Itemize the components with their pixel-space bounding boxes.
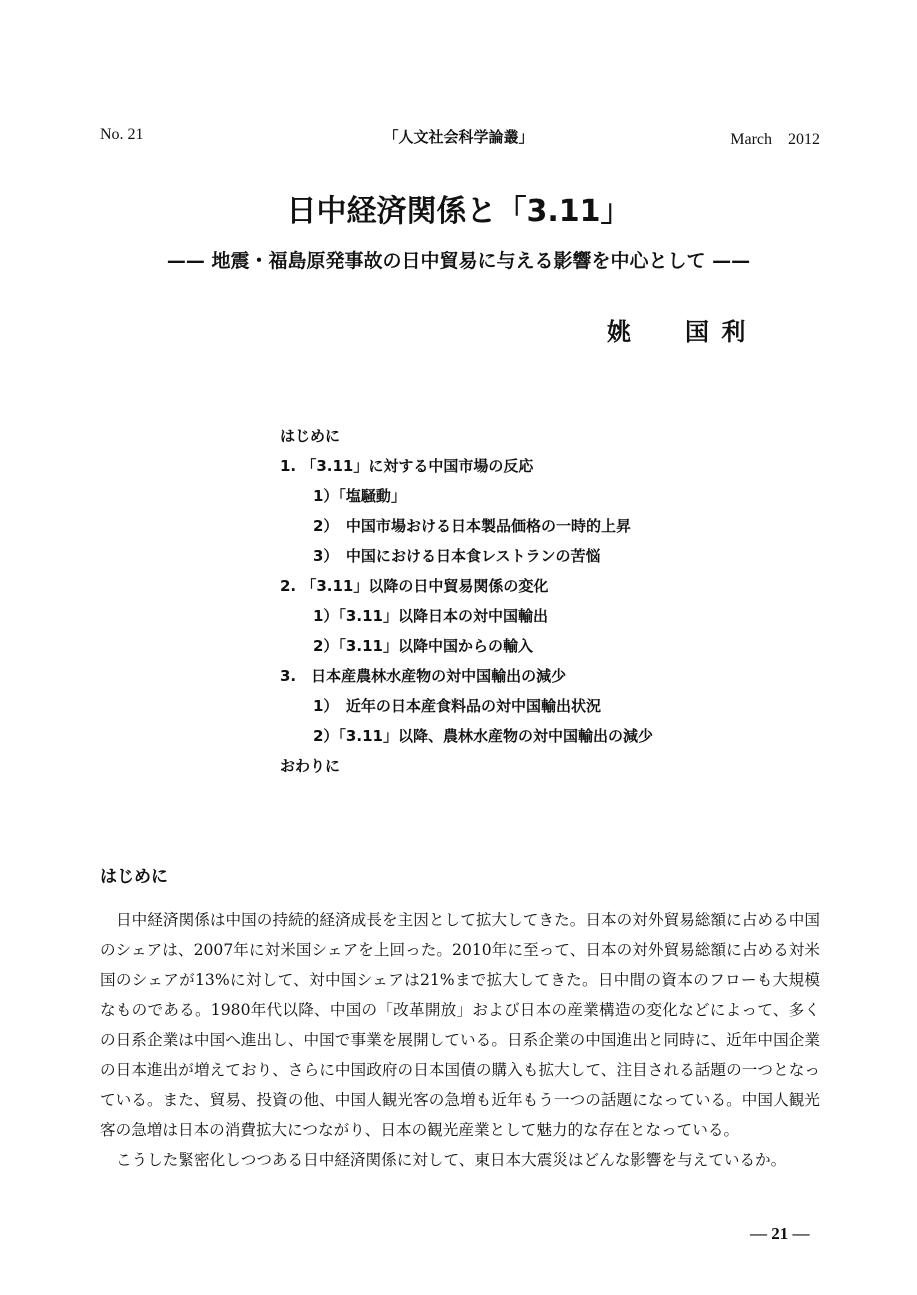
journal-name: 「人文社会科学論叢」 <box>383 128 534 146</box>
author-name: 姚 国 利 <box>607 318 748 346</box>
section-heading: はじめに <box>100 867 168 887</box>
toc-item: 3. 日本産農林水産物の対中国輸出の減少 <box>280 667 567 685</box>
toc-item: 2）「3.11」以降中国からの輸入 <box>313 637 533 655</box>
paragraph: 日中経済関係は中国の持続的経済成長を主因として拡大してきた。日本の対外貿易総額に占める中国のシェアは、2007年に対米国シェアを上回った。2010年に至って、日本の対外貿易総額に占める対米国のシェアが13%に対して、対中国シェアは21%まで拡大してきた。日中間の資本のフローも大規模なものである。1980年代以降、中国の「改革開放」および日本の産業構造の変化などによって、多くの日系企業は中国へ進出し、中国で事業を展開している。日系企業の中国進出と同時に、近年中国企業の日本進出が増えており、さらに中国政府の日本国債の購入も拡大して、注目される話題の一つとなっている。また、貿易、投資の他、中国人観光客の急増も近年もう一つの話題になっている。中国人観光客の急増は日本の消費拡大につながり、日本の観光産業として魅力的な存在となっている。 <box>100 911 820 1139</box>
journal-issue-number: No. 21 <box>100 126 144 143</box>
toc-item: 2. 「3.11」以降の日中貿易関係の変化 <box>280 577 549 595</box>
toc-item: 1. 「3.11」に対する中国市場の反応 <box>280 457 534 475</box>
toc-item: 1）「3.11」以降日本の対中国輸出 <box>313 607 548 625</box>
toc-item: 2）「3.11」以降、農林水産物の対中国輸出の減少 <box>313 727 653 745</box>
paper-subtitle: —— 地震・福島原発事故の日中貿易に与える影響を中心として —— <box>166 250 751 272</box>
toc-item: はじめに <box>280 427 341 445</box>
body-text <box>100 905 820 1175</box>
toc-item: おわりに <box>280 757 341 775</box>
paper-title: 日中経済関係と「3.11」 <box>286 194 631 229</box>
publication-date: March 2012 <box>730 131 820 148</box>
paragraph: こうした緊密化しつつある日中経済関係に対して、東日本大震災はどんな影響を与えているか。 <box>116 1151 787 1169</box>
page-number: — 21 — <box>750 1224 810 1243</box>
toc-item: 1）「塩騒動」 <box>313 487 406 505</box>
toc-item: 3） 中国における日本食レストランの苦悩 <box>313 547 601 565</box>
toc-item: 1） 近年の日本産食料品の対中国輸出状況 <box>313 697 601 715</box>
toc-item: 2） 中国市場おける日本製品価格の一時的上昇 <box>313 517 631 535</box>
